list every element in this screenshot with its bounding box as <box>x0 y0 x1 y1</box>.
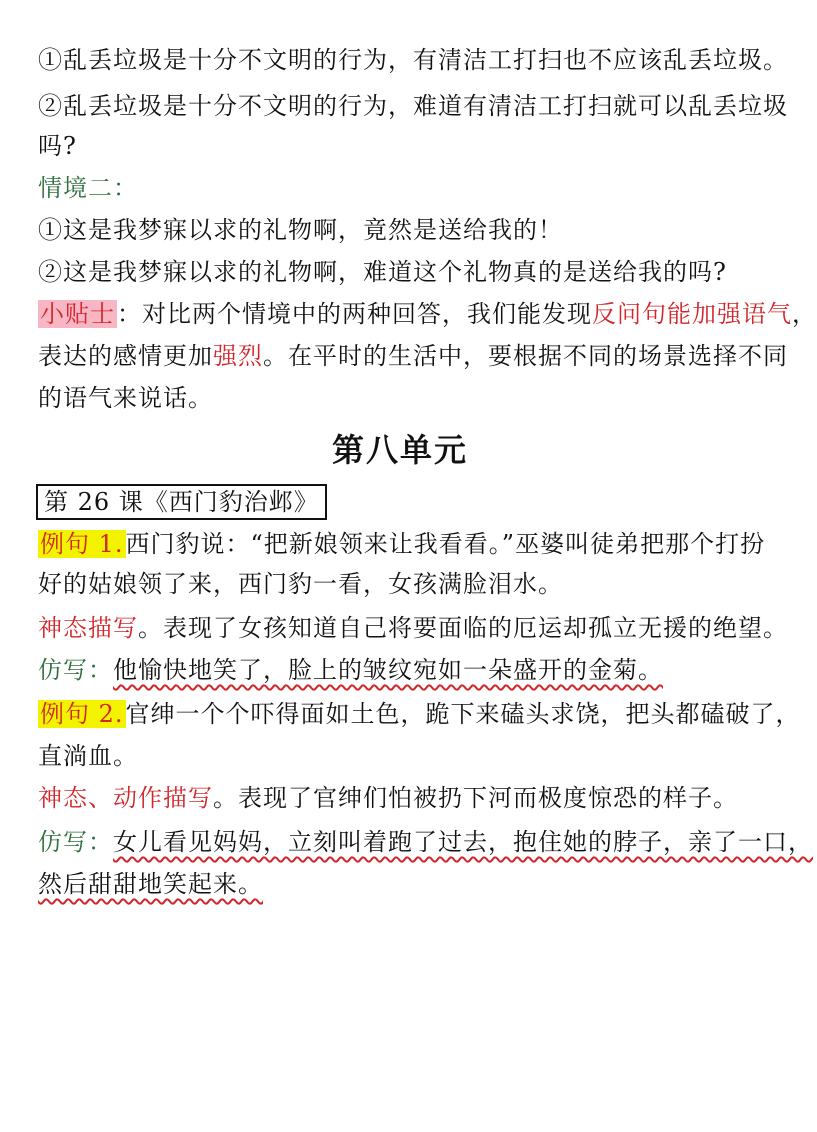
tip-text: 的语气来说话。 <box>38 384 213 412</box>
tip-highlight: 强烈 <box>213 342 263 370</box>
example-label: 例句 1. <box>40 530 124 558</box>
analysis-text: 。表现了女孩知道自己将要面临的厄运却孤立无援的绝望。 <box>138 614 788 642</box>
tip-line1 <box>38 298 817 330</box>
imitation-text: 然后甜甜地笑起来。 <box>38 870 263 898</box>
situation1-answer2 <box>38 90 788 122</box>
analysis-label: 神态、动作描写 <box>38 784 213 812</box>
unit-title: 第八单元 <box>331 431 468 469</box>
tip-line3 <box>38 382 768 414</box>
situation2-title: 情境二： <box>38 174 138 202</box>
example1-line2 <box>38 568 768 600</box>
tip-text: ， <box>792 300 817 328</box>
answer-text: ②乱丢垃圾是十分不文明的行为，难道有清洁工打扫就可以乱丢垃圾 <box>38 92 788 120</box>
imitation-text: 他愉快地笑了，脸上的皱纹宛如一朵盛开的金菊。 <box>113 656 663 684</box>
analysis-label: 神态描写 <box>38 614 138 642</box>
answer-text: ①这是我梦寐以求的礼物啊，竟然是送给我的！ <box>38 216 563 244</box>
example-text: 官绅一个个吓得面如土色，跪下来磕头求饶，把头都磕破了， <box>125 700 801 728</box>
example2-imitation-cont <box>38 868 768 900</box>
tip-text: 表达的感情更加 <box>38 342 213 370</box>
example2-line1 <box>38 698 801 730</box>
example-text: 西门豹说：“把新娘领来让我看看。”巫婆叫徒弟把那个打扮 <box>125 530 766 558</box>
situation2-answer1 <box>38 214 768 246</box>
tip-text: ：对比两个情境中的两种回答，我们能发现 <box>117 300 592 328</box>
analysis-text: 。表现了官绅们怕被扔下河而极度惊恐的样子。 <box>213 784 738 812</box>
situation1-answer2-cont <box>38 130 768 162</box>
situation1-answer1 <box>38 44 788 76</box>
imitation-text: 女儿看见妈妈，立刻叫着跑了过去，抱住她的脖子，亲了一口， <box>113 828 813 856</box>
example2-imitation <box>38 826 813 858</box>
lesson-title: 第 26 课《西门豹治邺》 <box>36 484 327 520</box>
example1-line1 <box>38 528 768 560</box>
example1-imitation <box>38 654 768 686</box>
answer-text: 吗? <box>38 132 77 160</box>
tip-label: 小贴士 <box>40 300 115 328</box>
imitation-label: 仿写： <box>38 828 113 856</box>
imitation-label: 仿写： <box>38 656 113 684</box>
example-text: 直淌血。 <box>38 742 138 770</box>
example2-line2 <box>38 740 768 772</box>
answer-text: ②这是我梦寐以求的礼物啊，难道这个礼物真的是送给我的吗? <box>38 258 727 286</box>
answer-text: ①乱丢垃圾是十分不文明的行为，有清洁工打扫也不应该乱丢垃圾。 <box>38 46 788 74</box>
example1-analysis <box>38 612 788 644</box>
tip-text: 。在平时的生活中，要根据不同的场景选择不同 <box>263 342 788 370</box>
example2-analysis <box>38 782 768 814</box>
tip-line2 <box>38 340 788 372</box>
situation2-answer2 <box>38 256 768 288</box>
tip-highlight: 反问句能加强语气 <box>592 300 792 328</box>
example-text: 好的姑娘领了来，西门豹一看，女孩满脸泪水。 <box>38 570 563 598</box>
example-label: 例句 2. <box>40 700 124 728</box>
